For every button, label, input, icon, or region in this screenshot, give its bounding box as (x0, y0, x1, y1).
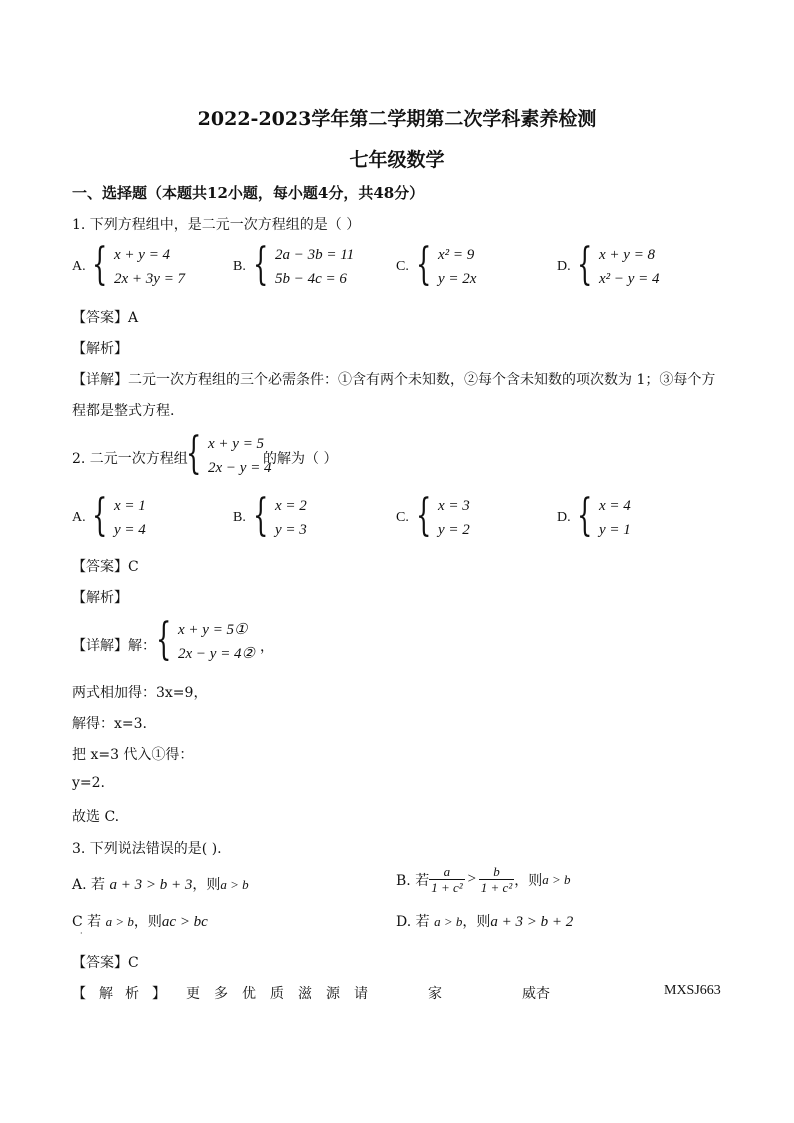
equation: y = 2x (438, 271, 477, 287)
option-label: C 若 (72, 914, 102, 930)
connector-text: ，则 (192, 877, 221, 893)
equation: 2x + 3y = 7 (114, 271, 186, 287)
equation: x + y = 8 (599, 247, 656, 263)
q2-option-b-system: { x = 2 y = 3 (253, 490, 307, 541)
q3-answer: 【答案】C (72, 955, 139, 971)
equation: x + y = 4 (114, 247, 171, 263)
section-heading: 一、选择题（本题共12小题，每小题4分，共48分） (72, 184, 425, 202)
q1-option-d-system: { x + y = 8 x² − y = 4 (577, 239, 660, 290)
q2-step-5: 故选 C. (72, 809, 120, 825)
q3-option-d (396, 911, 573, 931)
footer-char: 家 (428, 986, 442, 1002)
footer-char: 【 (72, 986, 86, 1002)
q2-stem-prefix: 2. 二元一次方程组 (72, 451, 188, 467)
equation: 2x − y = 4 (208, 460, 272, 476)
greater-than-sign: > (466, 871, 477, 887)
footer-char: 解 (99, 986, 113, 1002)
page-title: 2022-2023学年第二学期第二次学科素养检测 (197, 108, 597, 130)
footer-char: 请 (354, 986, 368, 1002)
q3-stem: 3. 下列说法错误的是( ). (72, 841, 222, 857)
connector-text: ，则 (462, 914, 491, 930)
q2-option-d-system: { x = 4 y = 1 (577, 490, 631, 541)
footer-code: MXSJ663 (664, 983, 721, 998)
q2-detail-prefix: 【详解】解： (72, 638, 156, 654)
q2-option-a-label: A. (72, 510, 86, 525)
q1-option-a-system: { x + y = 4 2x + 3y = 7 (92, 239, 186, 290)
numerator: b (493, 864, 500, 879)
denominator: 1 + c² (431, 880, 463, 895)
equation: x = 4 (599, 498, 631, 514)
q1-option-c-system: { x² = 9 y = 2x (416, 239, 477, 290)
q2-option-c-system: { x = 3 y = 2 (416, 490, 470, 541)
footer-char: 析 (125, 986, 139, 1002)
q1-answer: 【答案】A (72, 310, 139, 326)
equation: 2a − 3b = 11 (275, 247, 355, 263)
equation: 2x − y = 4② (178, 646, 256, 662)
q1-detail-line-2: 程都是整式方程. (72, 403, 175, 419)
conclusion: a > b (542, 871, 571, 887)
q3-option-c (72, 911, 208, 931)
fraction (429, 864, 464, 895)
footer-line (72, 983, 722, 1003)
footer-char: 源 (326, 986, 340, 1002)
condition: a > b (105, 914, 134, 929)
conclusion: ac > bc (161, 914, 208, 930)
equation: 5b − 4c = 6 (275, 271, 347, 287)
equation: y = 4 (114, 522, 146, 538)
q1-option-c-label: C. (396, 259, 409, 274)
q2-stem-suffix: 的解为（ ） (263, 451, 338, 467)
q1-option-d-label: D. (557, 259, 571, 274)
equation: x = 1 (114, 498, 146, 514)
equation: x + y = 5① (178, 622, 248, 638)
equation: x² − y = 4 (599, 271, 660, 287)
q1-detail-line-1: 【详解】二元一次方程组的三个必需条件：①含有两个未知数，②每个含未知数的项次数为 1；③每个方 (72, 372, 716, 388)
q2-option-c-label: C. (396, 510, 409, 525)
fraction (479, 864, 514, 895)
option-label: A. 若 (72, 877, 106, 893)
q3-option-b (396, 864, 571, 895)
equation: y = 1 (599, 522, 631, 538)
q2-step-1: 两式相加得：3x=9， (72, 685, 208, 701)
q2-step-4: y=2. (72, 775, 105, 791)
q1-option-b-system: { 2a − 3b = 11 5b − 4c = 6 (253, 239, 355, 290)
footer-char: 多 (214, 986, 228, 1002)
q2-step-3: 把 x=3 代入①得： (72, 747, 194, 763)
connector-text: ，则 (514, 872, 543, 889)
q1-option-b-label: B. (233, 259, 246, 274)
footer-char: 威杏 (522, 986, 550, 1002)
equation: x = 3 (438, 498, 470, 514)
page-subtitle: 七年级数学 (349, 149, 445, 171)
footer-char: 】 (152, 986, 166, 1002)
conclusion: a > b (220, 877, 249, 892)
footer-char: 质 (270, 986, 284, 1002)
q2-detail-system: { x + y = 5① 2x − y = 4② (156, 614, 256, 665)
q2-stem-system: { x + y = 5 2x − y = 4 (186, 428, 272, 479)
q2-answer: 【答案】C (72, 559, 139, 575)
footer-char: 更 (186, 986, 200, 1002)
numerator: a (443, 864, 451, 879)
equation: x + y = 5 (208, 436, 265, 452)
q2-option-d-label: D. (557, 510, 571, 525)
condition: a > b (434, 914, 463, 929)
option-label: D. 若 (396, 914, 430, 930)
stray-dot: · (80, 929, 83, 938)
q2-analysis-heading: 【解析】 (72, 590, 128, 606)
equation: y = 3 (275, 522, 307, 538)
q1-option-a-label: A. (72, 259, 86, 274)
q1-analysis-heading: 【解析】 (72, 341, 128, 357)
equation: x = 2 (275, 498, 307, 514)
q2-option-b-label: B. (233, 510, 246, 525)
footer-char: 优 (242, 986, 256, 1002)
q1-stem: 1. 下列方程组中，是二元一次方程组的是（ ） (72, 217, 361, 233)
q2-option-a-system: { x = 1 y = 4 (92, 490, 146, 541)
inequality: a + 3 > b + 3 (109, 877, 193, 893)
q2-step-2: 解得：x=3. (72, 716, 147, 732)
q2-detail-suffix: ， (260, 639, 274, 655)
q3-option-a (72, 874, 249, 894)
footer-char: 滋 (298, 986, 312, 1002)
equation: y = 2 (438, 522, 470, 538)
connector-text: ，则 (133, 914, 162, 930)
equation: x² = 9 (438, 247, 475, 263)
option-label: B. 若 (396, 872, 430, 889)
conclusion: a + 3 > b + 2 (490, 914, 574, 930)
denominator: 1 + c² (480, 880, 513, 895)
